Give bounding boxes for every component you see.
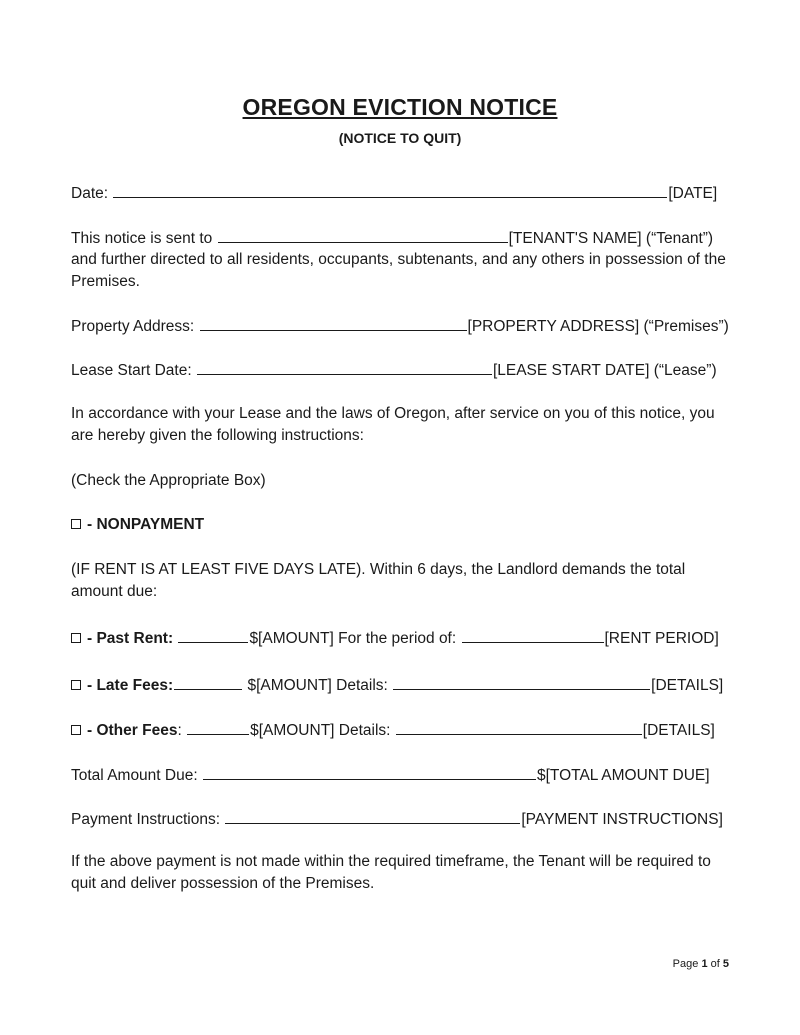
document-title: OREGON EVICTION NOTICE bbox=[242, 94, 558, 120]
payment-instructions-line bbox=[71, 808, 731, 831]
total-pages: 5 bbox=[722, 958, 729, 970]
current-page: 1 bbox=[701, 958, 708, 970]
other-fees-colon: : bbox=[177, 722, 182, 739]
other-fees-line bbox=[71, 719, 731, 742]
past-rent-line bbox=[71, 627, 731, 650]
date-placeholder: [DATE] bbox=[668, 185, 718, 202]
tenant-continuation: and further directed to all residents, occupants, subtenants, and any others in possession of the Premises. bbox=[71, 251, 726, 290]
total-due-blank[interactable] bbox=[203, 764, 536, 780]
lease-label: Lease Start Date: bbox=[71, 362, 192, 379]
total-due-placeholder: $[TOTAL AMOUNT DUE] bbox=[536, 767, 710, 784]
other-fees-label: - Other Fees bbox=[87, 722, 178, 739]
late-fees-placeholder: [DETAILS] bbox=[651, 677, 724, 694]
past-rent-amount-blank[interactable] bbox=[178, 627, 248, 643]
property-label: Property Address: bbox=[71, 318, 195, 335]
past-rent-label: - Past Rent: bbox=[87, 630, 174, 647]
payment-instructions-placeholder: [PAYMENT INSTRUCTIONS] bbox=[521, 811, 723, 828]
date-line bbox=[71, 182, 731, 205]
page-word: Page bbox=[672, 958, 699, 970]
payment-instructions-blank[interactable] bbox=[225, 808, 520, 824]
property-placeholder: [PROPERTY ADDRESS] (“Premises”) bbox=[467, 318, 729, 335]
nonpayment-checkbox[interactable] bbox=[71, 519, 81, 529]
late-fees-amount: $[AMOUNT] Details: bbox=[247, 677, 388, 694]
document-subtitle: (NOTICE TO QUIT) bbox=[338, 130, 462, 146]
late-fees-details-blank[interactable] bbox=[393, 674, 650, 690]
late-fees-checkbox[interactable] bbox=[71, 680, 81, 690]
nonpayment-heading-text: - NONPAYMENT bbox=[87, 516, 205, 533]
nonpayment-description: (IF RENT IS AT LEAST FIVE DAYS LATE). Within 6 days, the Landlord demands the total amount due: bbox=[71, 561, 686, 600]
tenant-label: This notice is sent to bbox=[71, 230, 213, 247]
other-fees-amount: $[AMOUNT] Details: bbox=[250, 722, 391, 739]
lease-placeholder: [LEASE START DATE] (“Lease”) bbox=[492, 362, 717, 379]
tenant-name-blank[interactable] bbox=[218, 227, 508, 243]
late-fees-amount-blank[interactable] bbox=[174, 674, 242, 690]
check-box-note: (Check the Appropriate Box) bbox=[71, 472, 266, 489]
page-number bbox=[673, 958, 729, 970]
tenant-line bbox=[71, 227, 731, 250]
nonpayment-heading bbox=[71, 514, 731, 536]
instructions-intro: In accordance with your Lease and the laws of Oregon, after service on you of this notice, you are hereby given the following instructions: bbox=[71, 405, 715, 444]
rent-period-blank[interactable] bbox=[462, 627, 604, 643]
late-fees-label: - Late Fees: bbox=[87, 677, 174, 694]
rent-period-placeholder: [RENT PERIOD] bbox=[604, 630, 719, 647]
total-due-label: Total Amount Due: bbox=[71, 767, 198, 784]
of-word: of bbox=[710, 958, 720, 970]
tenant-placeholder: [TENANT'S NAME] (“Tenant”) bbox=[508, 230, 714, 247]
payment-instructions-label: Payment Instructions: bbox=[71, 811, 221, 828]
other-fees-placeholder: [DETAILS] bbox=[642, 722, 715, 739]
date-blank[interactable] bbox=[113, 182, 667, 198]
total-due-line bbox=[71, 764, 731, 787]
property-line bbox=[71, 315, 731, 338]
other-fees-details-blank[interactable] bbox=[396, 719, 642, 735]
other-fees-checkbox[interactable] bbox=[71, 725, 81, 735]
property-address-blank[interactable] bbox=[200, 315, 467, 331]
lease-start-blank[interactable] bbox=[197, 359, 492, 375]
past-rent-amount: $[AMOUNT] For the period of: bbox=[249, 630, 457, 647]
date-label: Date: bbox=[71, 185, 109, 202]
past-rent-checkbox[interactable] bbox=[71, 633, 81, 643]
late-fees-line bbox=[71, 674, 731, 697]
lease-line bbox=[71, 359, 731, 382]
closing-paragraph: If the above payment is not made within the required timeframe, the Tenant will be required to quit and deliver possession of the Premises. bbox=[71, 853, 711, 892]
other-fees-amount-blank[interactable] bbox=[187, 719, 249, 735]
